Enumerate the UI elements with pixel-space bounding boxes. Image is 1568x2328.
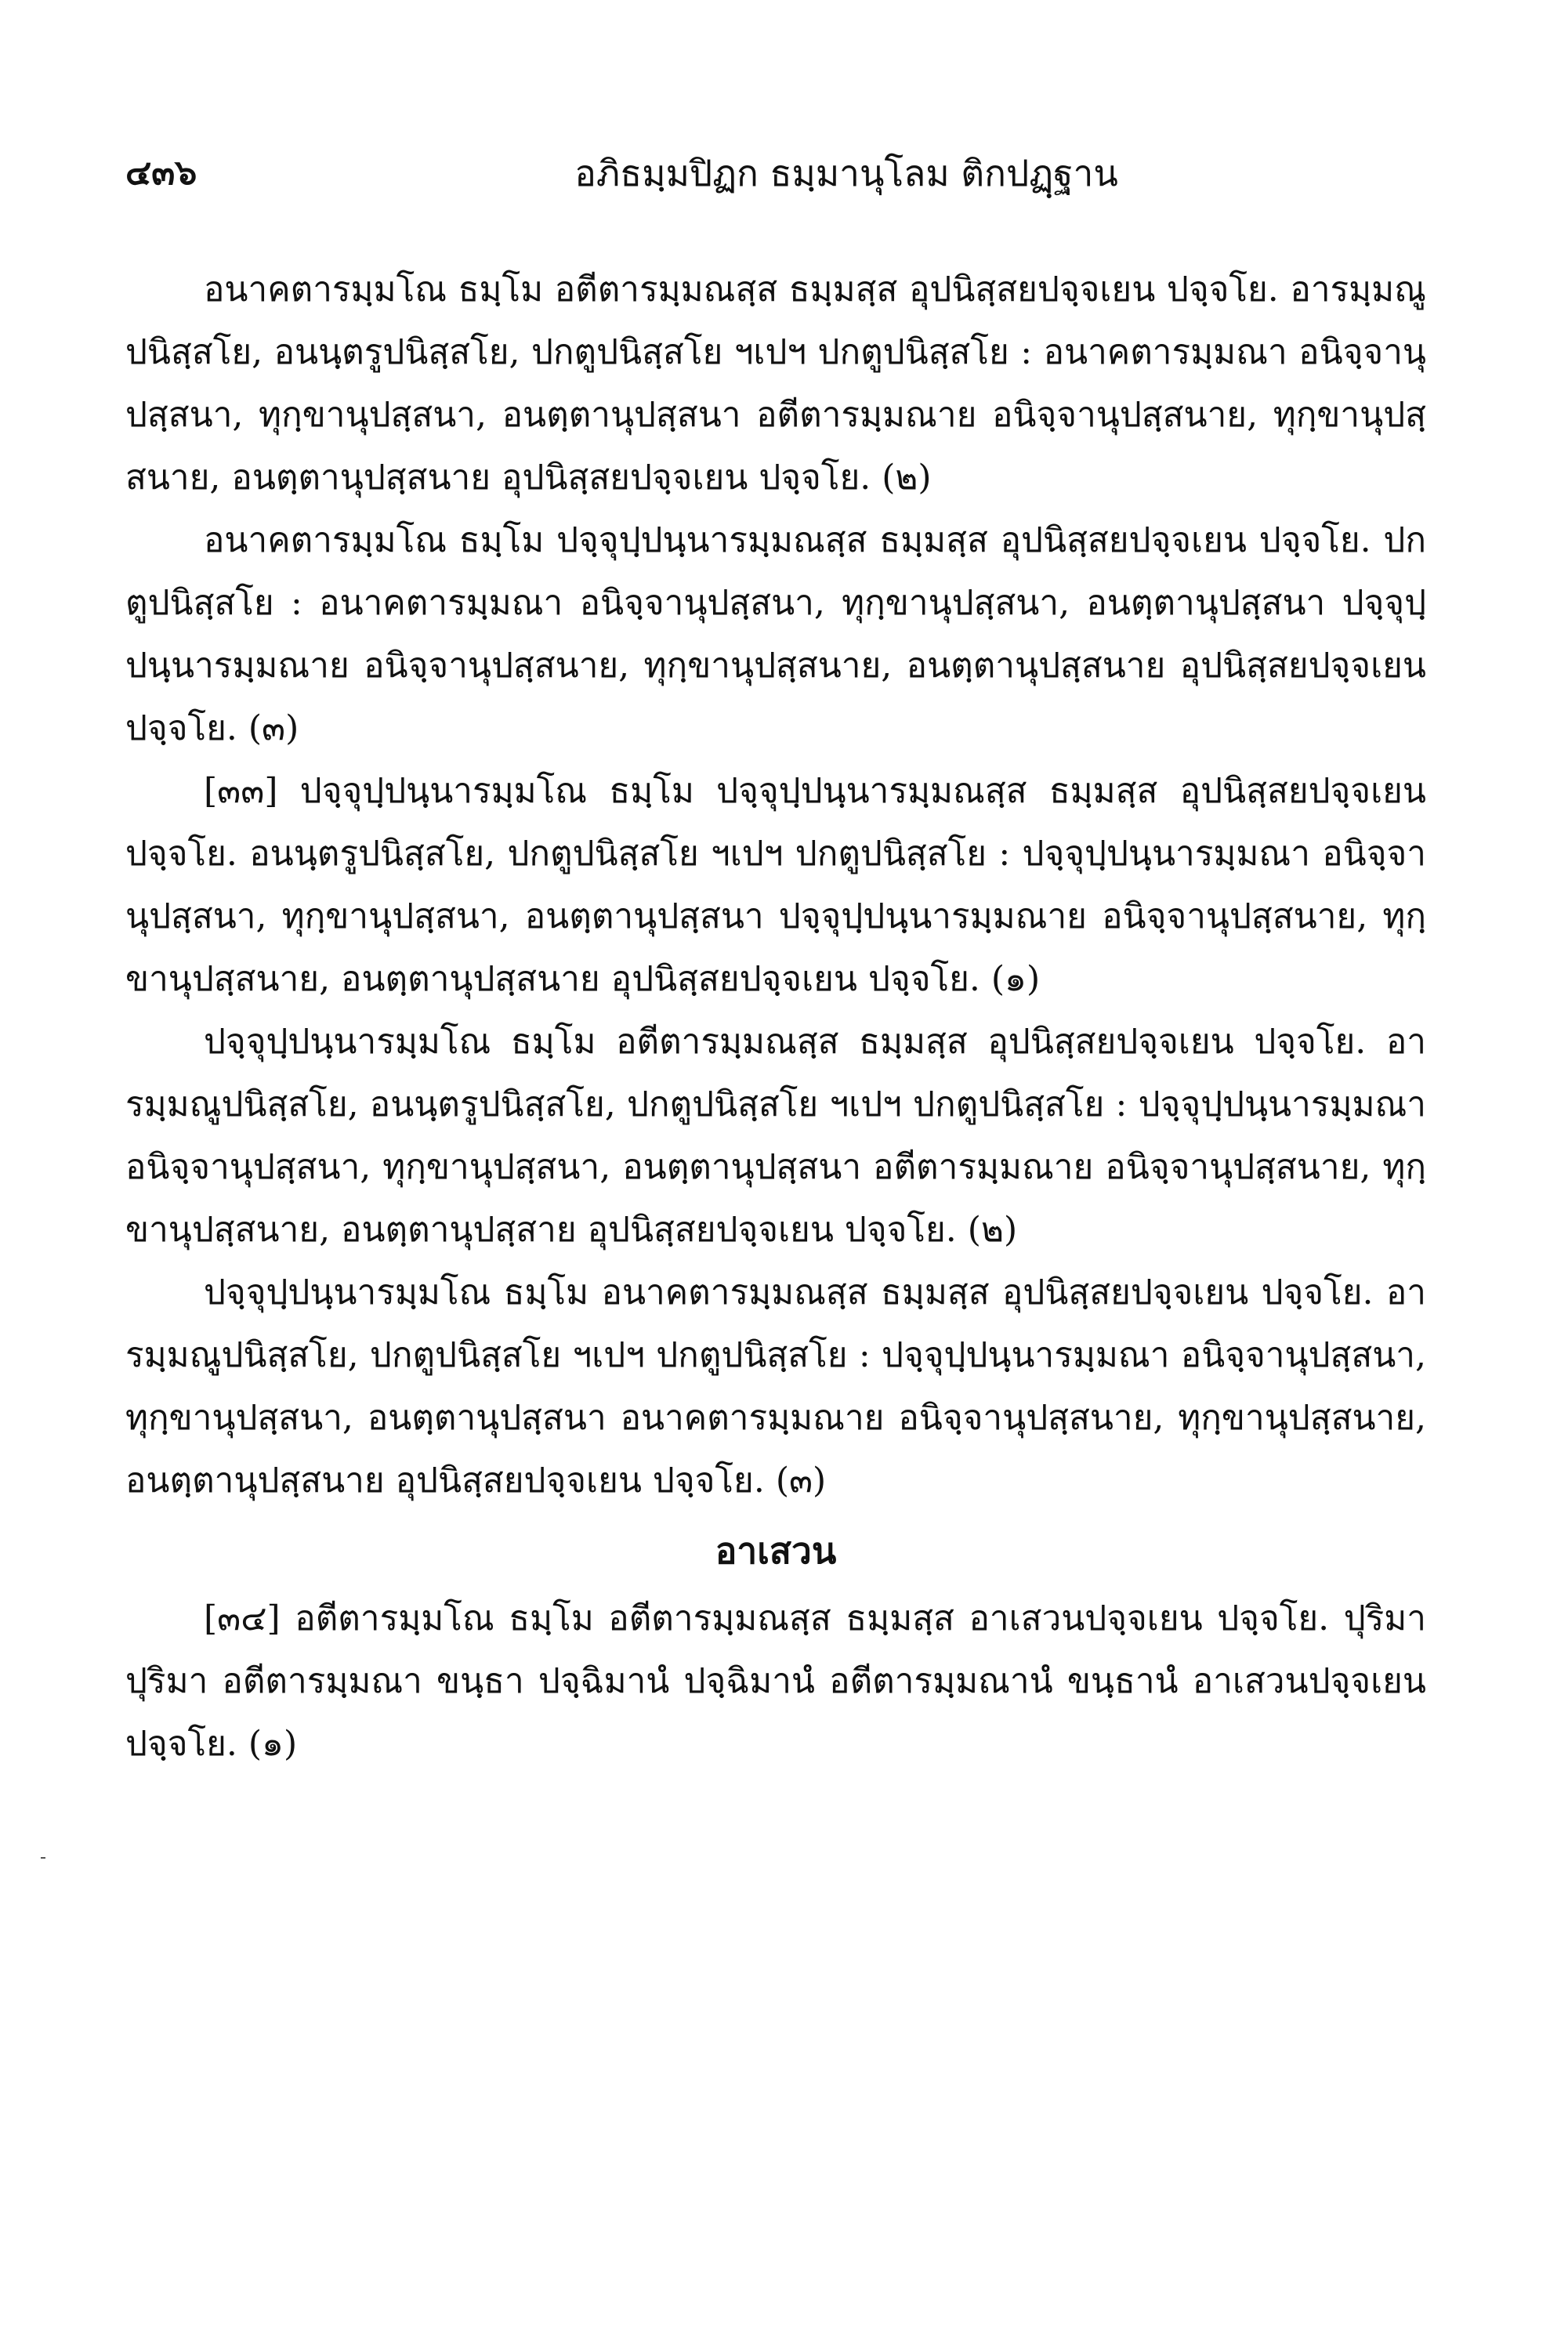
margin-mark — [41, 1857, 45, 1859]
paragraph: อนาคตารมฺมโณ ธมฺโม อตีตารมฺมณสฺส ธมฺมสฺส อุปนิสฺสยปจฺจเยน ปจฺจโย. อารมฺมณูปนิสฺสโย, อนนฺตรูปนิสฺสโย, ปกตูปนิสฺสโย ฯเปฯ ปกตูปนิสฺสโย : อนาคตารมฺมณา อนิจฺจานุปสฺสนา, ทุกฺขานุปสฺสนา, อนตฺตานุปสฺสนา อตีตารมฺมณาย อนิจฺจานุปสฺสนาย, ทุกฺขานุปสฺสนาย, อนตฺตานุปสฺสนาย อุปนิสฺสยปจฺจเยน ปจฺจโย. (๒) — [125, 270, 1426, 498]
paragraph: ปจฺจุปฺปนฺนารมฺมโณ ธมฺโม อตีตารมฺมณสฺส ธมฺมสฺส อุปนิสฺสยปจฺจเยน ปจฺจโย. อารมฺมณูปนิสฺสโย, อนนฺตรูปนิสฺสโย, ปกตูปนิสฺสโย ฯเปฯ ปกตูปนิสฺสโย : ปจฺจุปฺปนฺนารมฺมณา อนิจฺจานุปสฺสนา, ทุกฺขานุปสฺสนา, อนตฺตานุปสฺสนา อตีตารมฺมณาย อนิจฺจานุปสฺสนาย, ทุกฺขานุปสฺสนาย, อนตฺตานุปสฺสาย อุปนิสฺสยปจฺจเยน ปจฺจโย. (๒) — [125, 1022, 1426, 1250]
running-title: อภิธมฺมปิฏก ธมฺมานุโลม ติกปฏฺฐาน — [574, 152, 1118, 194]
page-header — [125, 146, 1426, 201]
paragraph: อนาคตารมฺมโณ ธมฺโม ปจฺจุปฺปนฺนารมฺมณสฺส ธมฺมสฺส อุปนิสฺสยปจฺจเยน ปจฺจโย. ปกตูปนิสฺสโย : อนาคตารมฺมณา อนิจฺจานุปสฺสนา, ทุกฺขานุปสฺสนา, อนตฺตานุปสฺสนา ปจฺจุปฺปนฺนารมฺมณาย อนิจฺจานุปสฺสนาย, ทุกฺขานุปสฺสนาย, อนตฺตานุปสฺสนาย อุปนิสฺสยปจฺจเยน ปจฺจโย. (๓) — [125, 520, 1426, 748]
paragraph: [๓๓] ปจฺจุปฺปนฺนารมฺมโณ ธมฺโม ปจฺจุปฺปนฺนารมฺมณสฺส ธมฺมสฺส อุปนิสฺสยปจฺจเยน ปจฺจโย. อนนฺตรูปนิสฺสโย, ปกตูปนิสฺสโย ฯเปฯ ปกตูปนิสฺสโย : ปจฺจุปฺปนฺนารมฺมณา อนิจฺจานุปสฺสนา, ทุกฺขานุปสฺสนา, อนตฺตานุปสฺสนา ปจฺจุปฺปนฺนารมฺมณาย อนิจฺจานุปสฺสนาย, ทุกฺขานุปสฺสนาย, อนตฺตานุปสฺสนาย อุปนิสฺสยปจฺจเยน ปจฺจโย. (๑) — [125, 771, 1426, 999]
section-heading: อาเสวน — [715, 1530, 837, 1572]
paragraph: [๓๔] อตีตารมฺมโณ ธมฺโม อตีตารมฺมณสฺส ธมฺมสฺส อาเสวนปจฺจเยน ปจฺจโย. ปุริมา ปุริมา อตีตารมฺมณา ขนฺธา ปจฺฉิมานํ ปจฺฉิมานํ อตีตารมฺมณานํ ขนฺธานํ อาเสวนปจฺจเยน ปจฺจโย. (๑) — [125, 1598, 1426, 1764]
body-text — [125, 259, 1426, 1776]
page-number: ๔๓๖ — [125, 153, 197, 193]
paragraph: ปจฺจุปฺปนฺนารมฺมโณ ธมฺโม อนาคตารมฺมณสฺส ธมฺมสฺส อุปนิสฺสยปจฺจเยน ปจฺจโย. อารมฺมณูปนิสฺสโย, ปกตูปนิสฺสโย ฯเปฯ ปกตูปนิสฺสโย : ปจฺจุปฺปนฺนารมฺมณา อนิจฺจานุปสฺสนา, ทุกฺขานุปสฺสนา, อนตฺตานุปสฺสนา อนาคตารมฺมณาย อนิจฺจานุปสฺสนาย, ทุกฺขานุปสฺสนาย, อนตฺตานุปสฺสนาย อุปนิสฺสยปจฺจเยน ปจฺจโย. (๓) — [125, 1273, 1426, 1501]
